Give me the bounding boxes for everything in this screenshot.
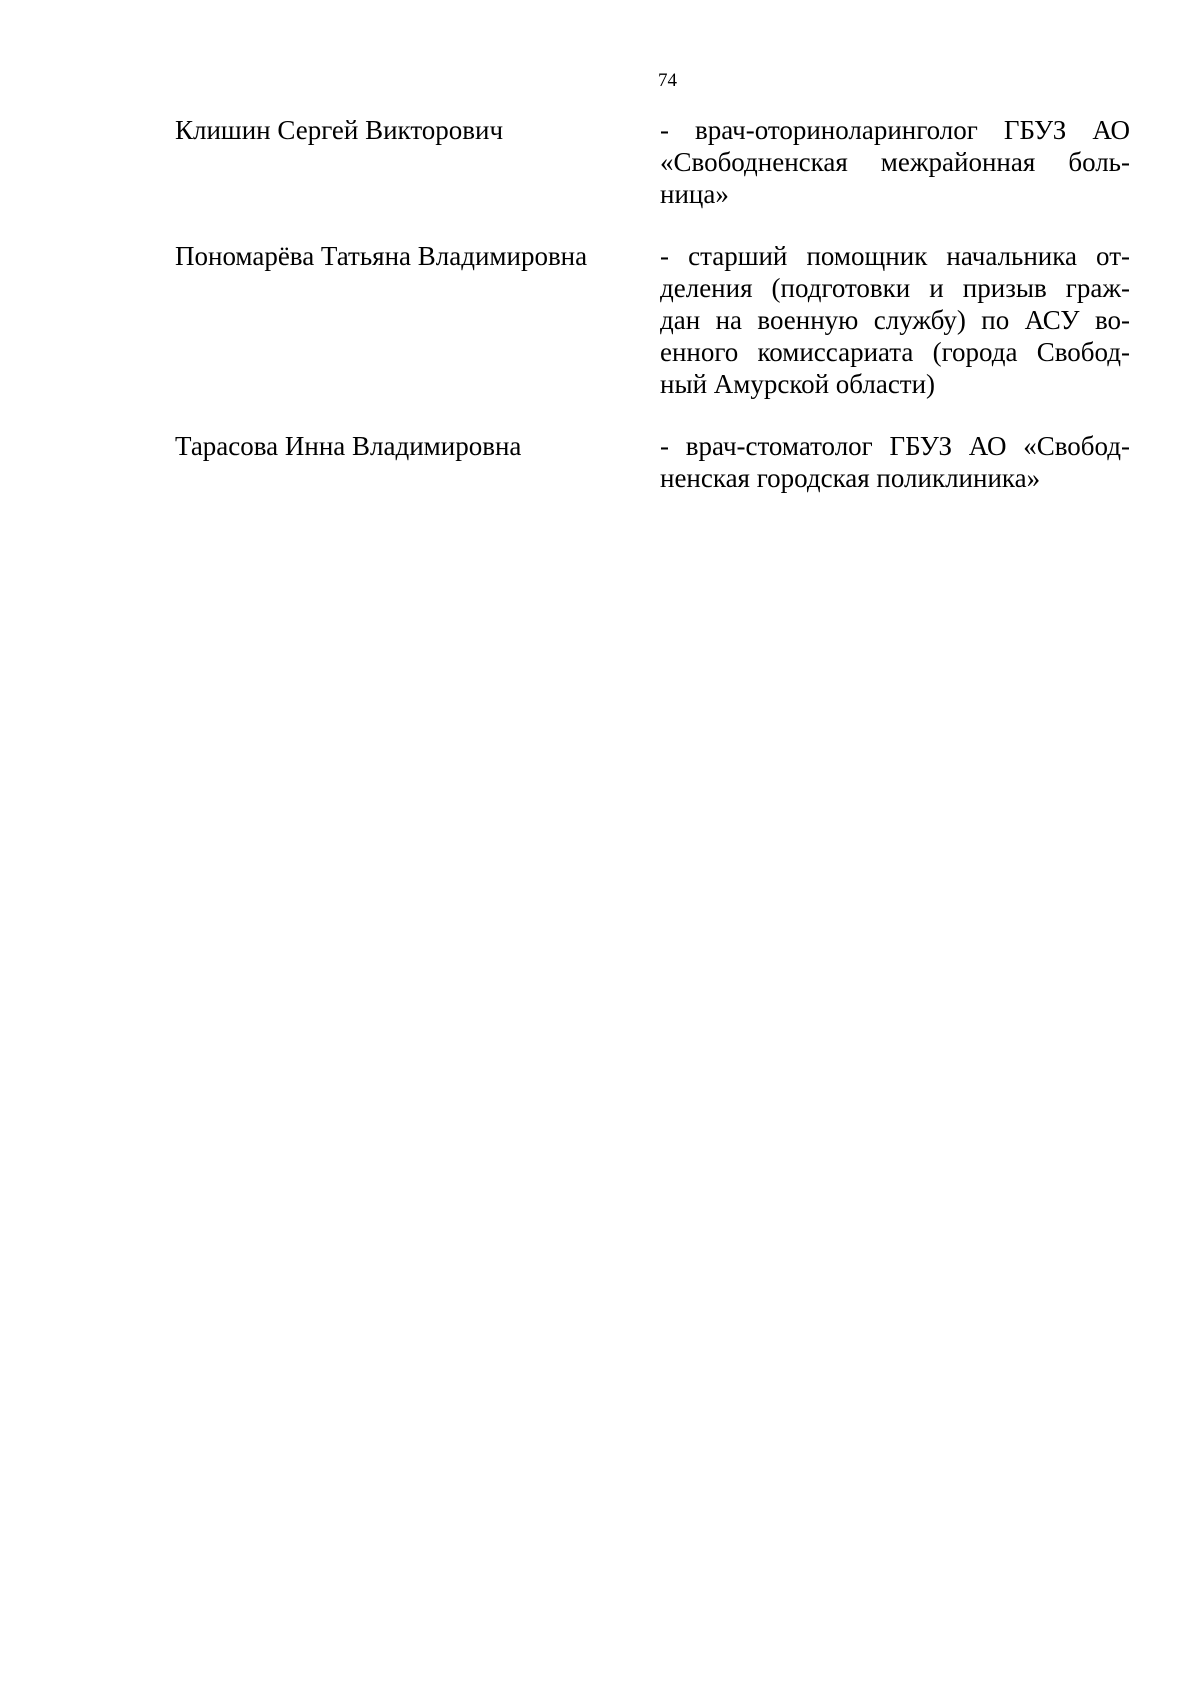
member-position-line: ный Амурской области) [660, 369, 936, 399]
member-position-line: деления (подготовки и призыв граж- [660, 273, 1130, 303]
list-item [0, 240, 1200, 400]
member-name: Пономарёва Татьяна Владимировна [175, 241, 588, 271]
commission-members-list [0, 114, 1200, 494]
member-position-line: енного комиссариата (города Свобод- [660, 337, 1130, 367]
list-item [0, 430, 1200, 494]
member-position-line: «Свободненская межрайонная боль- [660, 147, 1130, 177]
member-name: Клишин Сергей Викторович [175, 115, 504, 145]
member-position-line: - врач-стоматолог ГБУЗ АО «Свобод- [660, 431, 1130, 461]
member-position [660, 240, 1130, 400]
member-position-line: - старший помощник начальника от- [660, 241, 1130, 271]
member-name: Тарасова Инна Владимировна [175, 431, 522, 461]
list-item [0, 114, 1200, 210]
member-position-line: - врач-оториноларинголог ГБУЗ АО [660, 115, 1130, 145]
page-number: 74 [658, 70, 677, 91]
member-position-line: ненская городская поликлиника» [660, 463, 1041, 493]
member-position [660, 430, 1130, 494]
member-position-line: ница» [660, 179, 729, 209]
member-position-line: дан на военную службу) по АСУ во- [660, 305, 1130, 335]
member-position [660, 114, 1130, 210]
